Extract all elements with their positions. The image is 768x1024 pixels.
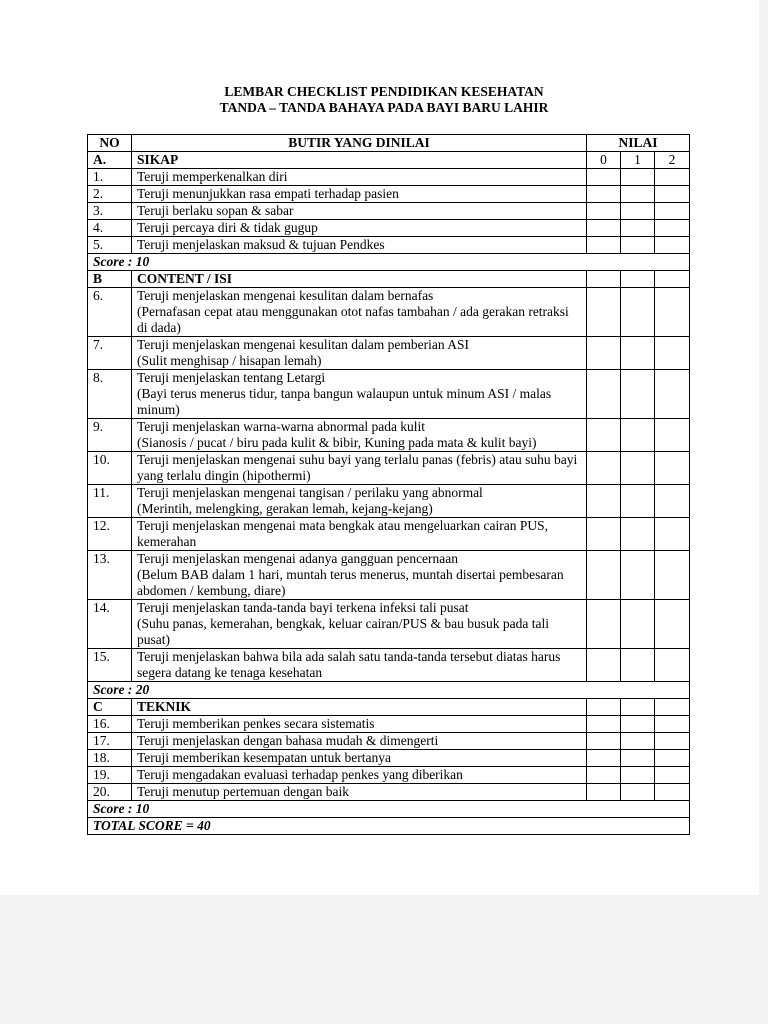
item-description xyxy=(132,452,587,485)
score-cell[interactable] xyxy=(587,370,621,419)
section-score-row xyxy=(88,254,690,271)
item-text: Teruji memberikan kesempatan untuk bertanya xyxy=(137,750,391,765)
score-cell[interactable] xyxy=(621,784,655,801)
item-number: 8. xyxy=(88,370,132,419)
item-number: 12. xyxy=(88,518,132,551)
table-row xyxy=(88,485,690,518)
item-number: 10. xyxy=(88,452,132,485)
item-description xyxy=(132,288,587,337)
item-number: 17. xyxy=(88,733,132,750)
item-description xyxy=(132,419,587,452)
score-cell[interactable] xyxy=(655,716,690,733)
item-detail: (Sulit menghisap / hisapan lemah) xyxy=(137,353,322,368)
score-level-header: 0 xyxy=(587,152,621,169)
table-row xyxy=(88,220,690,237)
item-description xyxy=(132,750,587,767)
item-number: 3. xyxy=(88,203,132,220)
score-cell[interactable] xyxy=(655,485,690,518)
item-text: Teruji menjelaskan mengenai kesulitan dalam bernafas xyxy=(137,288,434,303)
score-cell[interactable] xyxy=(655,649,690,682)
score-cell[interactable] xyxy=(587,220,621,237)
title-line-1: LEMBAR CHECKLIST PENDIDIKAN KESEHATAN xyxy=(224,84,544,99)
item-detail: (Pernafasan cepat atau menggunakan otot nafas tambahan / ada gerakan retraksi di dada) xyxy=(137,304,569,335)
score-cell[interactable] xyxy=(655,203,690,220)
score-cell[interactable] xyxy=(621,699,655,716)
score-cell[interactable] xyxy=(621,551,655,600)
section-header-row xyxy=(88,699,690,716)
score-cell[interactable] xyxy=(621,186,655,203)
item-description xyxy=(132,186,587,203)
score-cell[interactable] xyxy=(655,600,690,649)
item-detail: (Suhu panas, kemerahan, bengkak, keluar cairan/PUS & bau busuk pada tali pusat) xyxy=(137,616,550,647)
table-row xyxy=(88,452,690,485)
item-text: Teruji memberikan penkes secara sistematis xyxy=(137,716,375,731)
score-cell[interactable] xyxy=(587,485,621,518)
score-cell[interactable] xyxy=(587,649,621,682)
section-score: Score : 10 xyxy=(88,254,690,271)
item-description xyxy=(132,337,587,370)
score-cell[interactable] xyxy=(655,220,690,237)
section-header-row xyxy=(88,152,690,169)
item-detail: (Belum BAB dalam 1 hari, muntah terus menerus, muntah disertai pembesaran abdomen / kembung, diare) xyxy=(137,567,564,598)
item-description xyxy=(132,203,587,220)
section-code: C xyxy=(88,699,132,716)
table-row xyxy=(88,337,690,370)
score-cell[interactable] xyxy=(621,518,655,551)
item-description xyxy=(132,767,587,784)
score-cell[interactable] xyxy=(621,220,655,237)
score-cell[interactable] xyxy=(621,337,655,370)
score-cell[interactable] xyxy=(655,419,690,452)
table-row xyxy=(88,716,690,733)
score-cell[interactable] xyxy=(655,370,690,419)
section-header-row xyxy=(88,271,690,288)
item-description xyxy=(132,237,587,254)
score-cell[interactable] xyxy=(655,733,690,750)
item-text: Teruji menjelaskan dengan bahasa mudah & dimengerti xyxy=(137,733,439,748)
item-number: 5. xyxy=(88,237,132,254)
score-cell[interactable] xyxy=(587,203,621,220)
score-cell[interactable] xyxy=(621,485,655,518)
table-row xyxy=(88,288,690,337)
item-number: 13. xyxy=(88,551,132,600)
score-cell[interactable] xyxy=(587,716,621,733)
score-cell[interactable] xyxy=(621,237,655,254)
score-cell[interactable] xyxy=(587,784,621,801)
item-text: Teruji menunjukkan rasa empati terhadap pasien xyxy=(137,186,399,201)
table-row xyxy=(88,784,690,801)
item-text: Teruji menjelaskan mengenai kesulitan dalam pemberian ASI xyxy=(137,337,469,352)
score-cell[interactable] xyxy=(587,169,621,186)
score-cell[interactable] xyxy=(621,716,655,733)
score-cell[interactable] xyxy=(621,452,655,485)
item-text: Teruji menjelaskan mengenai adanya gangguan pencernaan xyxy=(137,551,459,566)
item-description xyxy=(132,733,587,750)
section-code: A. xyxy=(88,152,132,169)
score-cell[interactable] xyxy=(587,237,621,254)
score-cell[interactable] xyxy=(655,784,690,801)
score-cell[interactable] xyxy=(587,600,621,649)
item-description xyxy=(132,370,587,419)
score-cell[interactable] xyxy=(655,337,690,370)
item-text: Teruji menjelaskan bahwa bila ada salah satu tanda-tanda tersebut diatas harus segera datang ke tenaga kesehatan xyxy=(137,649,561,680)
table-row xyxy=(88,649,690,682)
header-score: NILAI xyxy=(587,135,690,152)
item-number: 4. xyxy=(88,220,132,237)
item-number: 7. xyxy=(88,337,132,370)
table-row xyxy=(88,600,690,649)
item-text: Teruji menjelaskan mengenai tangisan / perilaku yang abnormal xyxy=(137,485,483,500)
item-description xyxy=(132,551,587,600)
score-cell[interactable] xyxy=(587,551,621,600)
section-title: TEKNIK xyxy=(132,699,587,716)
header-item: BUTIR YANG DINILAI xyxy=(132,135,587,152)
score-cell[interactable] xyxy=(621,288,655,337)
table-row xyxy=(88,551,690,600)
item-text: Teruji berlaku sopan & sabar xyxy=(137,203,294,218)
score-cell[interactable] xyxy=(655,750,690,767)
table-row xyxy=(88,419,690,452)
score-cell[interactable] xyxy=(655,186,690,203)
score-cell[interactable] xyxy=(587,452,621,485)
item-number: 2. xyxy=(88,186,132,203)
item-number: 15. xyxy=(88,649,132,682)
score-cell[interactable] xyxy=(621,600,655,649)
title-line-2: TANDA – TANDA BAHAYA PADA BAYI BARU LAHIR xyxy=(219,100,549,115)
score-cell[interactable] xyxy=(655,699,690,716)
table-row xyxy=(88,767,690,784)
score-cell[interactable] xyxy=(587,733,621,750)
item-text: Teruji percaya diri & tidak gugup xyxy=(137,220,318,235)
table-row xyxy=(88,518,690,551)
table-row xyxy=(88,186,690,203)
score-cell[interactable] xyxy=(621,419,655,452)
item-description xyxy=(132,600,587,649)
item-description xyxy=(132,518,587,551)
score-cell[interactable] xyxy=(587,750,621,767)
score-cell[interactable] xyxy=(655,518,690,551)
score-cell[interactable] xyxy=(587,518,621,551)
item-number: 9. xyxy=(88,419,132,452)
total-score: TOTAL SCORE = 40 xyxy=(88,818,690,835)
table-row xyxy=(88,237,690,254)
item-description xyxy=(132,649,587,682)
item-number: 1. xyxy=(88,169,132,186)
score-cell[interactable] xyxy=(587,337,621,370)
checklist-table xyxy=(87,134,690,835)
item-detail: (Sianosis / pucat / biru pada kulit & bibir, Kuning pada mata & kulit bayi) xyxy=(137,435,537,450)
item-detail: (Bayi terus menerus tidur, tanpa bangun walaupun untuk minum ASI / malas minum) xyxy=(137,386,552,417)
score-cell[interactable] xyxy=(621,169,655,186)
score-cell[interactable] xyxy=(587,699,621,716)
score-cell[interactable] xyxy=(655,169,690,186)
item-description xyxy=(132,784,587,801)
table-header-row xyxy=(88,135,690,152)
score-cell[interactable] xyxy=(621,733,655,750)
section-title: CONTENT / ISI xyxy=(132,271,587,288)
score-cell[interactable] xyxy=(587,767,621,784)
item-number: 20. xyxy=(88,784,132,801)
section-score-row xyxy=(88,801,690,818)
item-text: Teruji menjelaskan warna-warna abnormal pada kulit xyxy=(137,419,426,434)
item-text: Teruji menjelaskan maksud & tujuan Pendkes xyxy=(137,237,385,252)
score-cell[interactable] xyxy=(621,370,655,419)
score-cell[interactable] xyxy=(655,452,690,485)
table-row xyxy=(88,169,690,186)
item-number: 14. xyxy=(88,600,132,649)
item-number: 19. xyxy=(88,767,132,784)
item-text: Teruji memperkenalkan diri xyxy=(137,169,288,184)
score-cell[interactable] xyxy=(587,186,621,203)
section-score: Score : 10 xyxy=(88,801,690,818)
score-cell[interactable] xyxy=(655,237,690,254)
score-cell[interactable] xyxy=(621,750,655,767)
item-text: Teruji menutup pertemuan dengan baik xyxy=(137,784,349,799)
item-number: 16. xyxy=(88,716,132,733)
item-number: 18. xyxy=(88,750,132,767)
item-text: Teruji menjelaskan mengenai mata bengkak atau mengeluarkan cairan PUS, kemerahan xyxy=(137,518,549,549)
score-cell[interactable] xyxy=(587,419,621,452)
item-text: Teruji menjelaskan tentang Letargi xyxy=(137,370,326,385)
item-description xyxy=(132,169,587,186)
item-description xyxy=(132,716,587,733)
score-cell[interactable] xyxy=(655,288,690,337)
section-title: SIKAP xyxy=(132,152,587,169)
score-cell[interactable] xyxy=(655,551,690,600)
document-title xyxy=(0,84,768,116)
score-cell[interactable] xyxy=(587,288,621,337)
item-text: Teruji menjelaskan mengenai suhu bayi yang terlalu panas (febris) atau suhu bayi yang terlalu dingin (hipothermi) xyxy=(137,452,578,483)
score-cell[interactable] xyxy=(655,271,690,288)
section-score-row xyxy=(88,682,690,699)
item-number: 11. xyxy=(88,485,132,518)
item-description xyxy=(132,485,587,518)
item-text: Teruji mengadakan evaluasi terhadap penkes yang diberikan xyxy=(137,767,463,782)
header-no: NO xyxy=(88,135,132,152)
item-text: Teruji menjelaskan tanda-tanda bayi terkena infeksi tali pusat xyxy=(137,600,469,615)
table-row xyxy=(88,733,690,750)
score-level-header: 2 xyxy=(655,152,690,169)
item-number: 6. xyxy=(88,288,132,337)
score-cell[interactable] xyxy=(621,271,655,288)
table-row xyxy=(88,370,690,419)
score-cell[interactable] xyxy=(621,649,655,682)
score-cell[interactable] xyxy=(587,271,621,288)
checklist-table-body xyxy=(88,135,690,835)
item-description xyxy=(132,220,587,237)
table-row xyxy=(88,203,690,220)
total-score-row xyxy=(88,818,690,835)
table-row xyxy=(88,750,690,767)
score-cell[interactable] xyxy=(621,767,655,784)
score-cell[interactable] xyxy=(655,767,690,784)
score-level-header: 1 xyxy=(621,152,655,169)
section-code: B xyxy=(88,271,132,288)
item-detail: (Merintih, melengking, gerakan lemah, kejang-kejang) xyxy=(137,501,433,516)
section-score: Score : 20 xyxy=(88,682,690,699)
score-cell[interactable] xyxy=(621,203,655,220)
